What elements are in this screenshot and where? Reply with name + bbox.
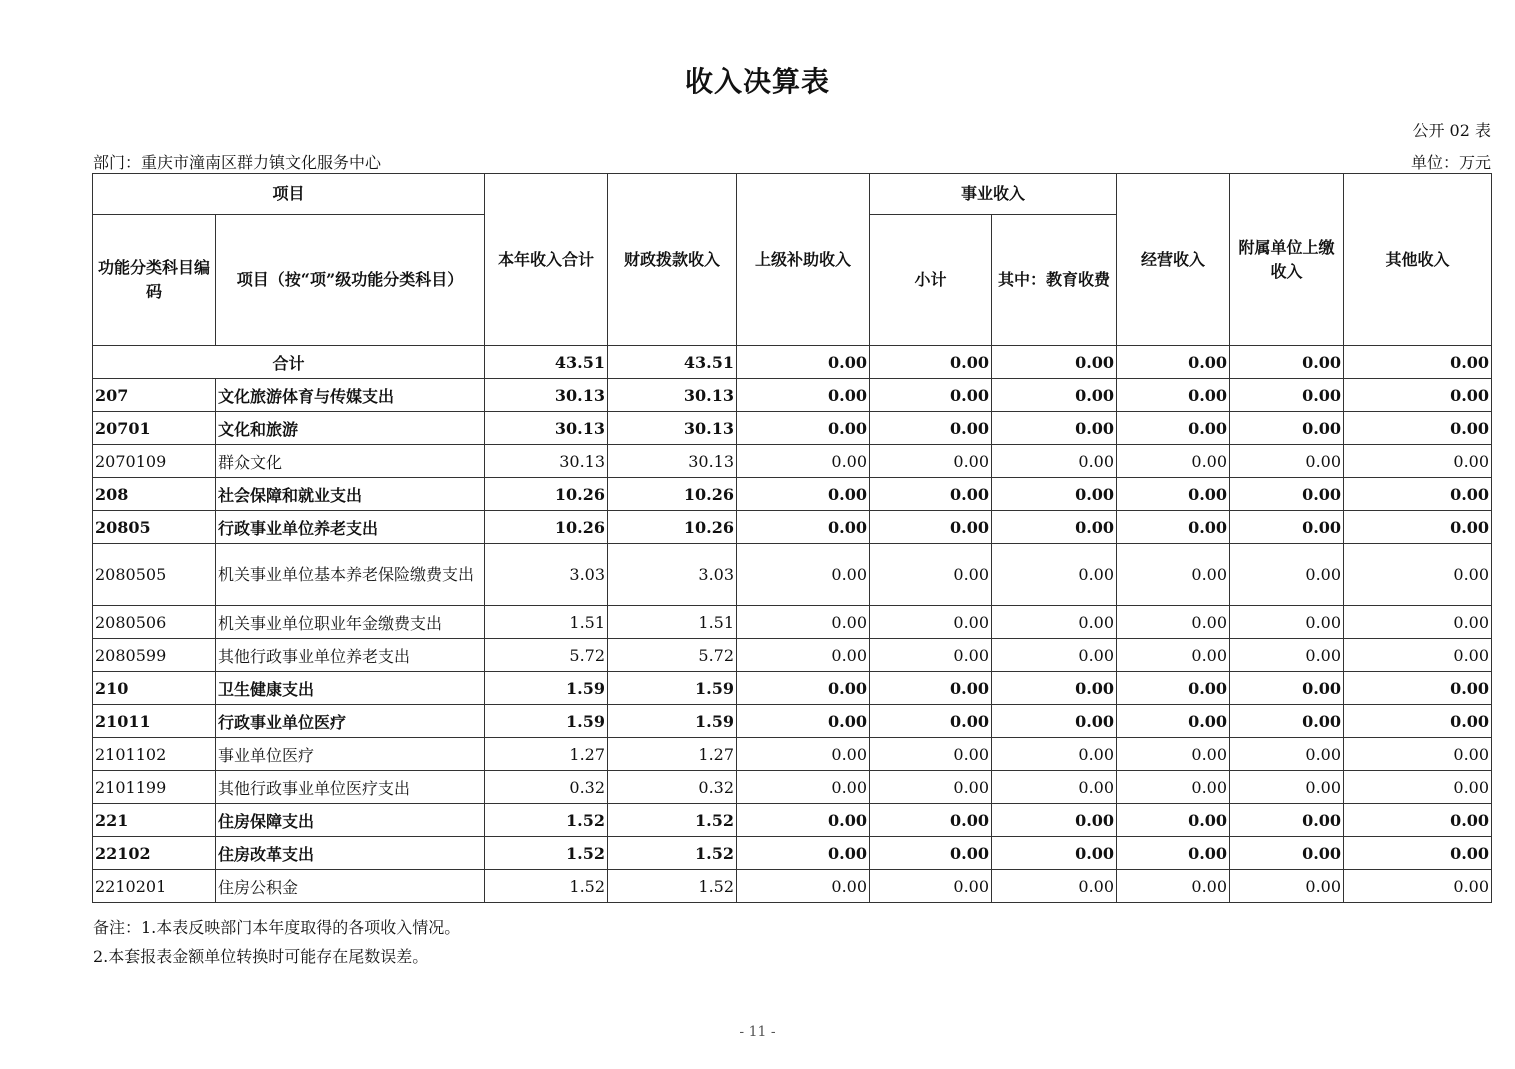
department-label: 部门：重庆市潼南区群力镇文化服务中心 [93,153,382,172]
row-value: 3.03 [608,544,737,606]
row-value: 0.00 [870,412,992,445]
row-value: 0.00 [870,511,992,544]
row-value: 10.26 [608,478,737,511]
row-value: 0.00 [1344,738,1492,771]
row-value: 0.00 [1117,478,1230,511]
row-value: 0.00 [1230,412,1344,445]
row-value: 0.00 [870,705,992,738]
row-value: 0.00 [870,672,992,705]
row-value: 0.00 [1344,379,1492,412]
row-code: 20701 [93,412,216,445]
row-value: 0.00 [1117,511,1230,544]
row-value: 0.00 [737,639,870,672]
row-code: 22102 [93,837,216,870]
row-value: 0.00 [1230,705,1344,738]
row-name: 机关事业单位职业年金缴费支出 [216,606,485,639]
header-education: 其中：教育收费 [992,215,1117,346]
row-value: 0.00 [737,738,870,771]
row-value: 0.00 [1117,606,1230,639]
row-value: 0.00 [992,412,1117,445]
header-func-code: 功能分类科目编码 [93,215,216,346]
row-name: 住房保障支出 [216,804,485,837]
row-value: 1.27 [608,738,737,771]
row-value: 0.00 [1230,870,1344,903]
row-value: 1.51 [608,606,737,639]
row-value: 0.00 [737,606,870,639]
row-value: 1.59 [485,705,608,738]
row-code: 207 [93,379,216,412]
total-value: 0.00 [992,346,1117,379]
row-code: 2101102 [93,738,216,771]
row-value: 10.26 [485,511,608,544]
row-name: 住房公积金 [216,870,485,903]
row-value: 0.00 [737,771,870,804]
row-value: 0.00 [1230,445,1344,478]
table-row [93,771,1492,804]
row-value: 0.00 [992,672,1117,705]
row-value: 0.00 [992,738,1117,771]
row-value: 0.00 [992,837,1117,870]
row-value: 0.00 [870,639,992,672]
row-value: 0.00 [1117,705,1230,738]
row-value: 0.00 [1344,672,1492,705]
unit-label: 单位：万元 [1410,153,1491,172]
table-row [93,804,1492,837]
row-value: 0.00 [1117,672,1230,705]
row-value: 0.00 [870,379,992,412]
row-value: 0.00 [1344,837,1492,870]
row-value: 0.00 [870,445,992,478]
header-superior: 上级补助收入 [737,174,870,346]
row-code: 2080599 [93,639,216,672]
row-value: 1.59 [608,672,737,705]
header-affiliate: 附属单位上缴收入 [1230,174,1344,346]
row-value: 0.00 [992,606,1117,639]
row-value: 0.00 [992,379,1117,412]
row-value: 1.52 [485,870,608,903]
row-value: 1.51 [485,606,608,639]
row-value: 1.59 [608,705,737,738]
table-row [93,379,1492,412]
row-value: 3.03 [485,544,608,606]
row-value: 5.72 [608,639,737,672]
row-code: 2080506 [93,606,216,639]
row-value: 0.00 [992,478,1117,511]
row-value: 0.00 [737,544,870,606]
row-value: 0.00 [1117,379,1230,412]
header-business-group: 事业收入 [870,174,1117,215]
row-value: 1.52 [608,804,737,837]
table-body [93,346,1492,903]
row-value: 0.00 [1230,544,1344,606]
table-row [93,445,1492,478]
header-other: 其他收入 [1344,174,1492,346]
row-value: 0.00 [870,870,992,903]
row-value: 0.00 [870,478,992,511]
page-number: - 11 - [739,1024,776,1040]
row-value: 1.52 [608,837,737,870]
row-value: 0.00 [1230,771,1344,804]
row-value: 0.32 [608,771,737,804]
row-name: 住房改革支出 [216,837,485,870]
row-value: 0.00 [992,771,1117,804]
table-row [93,837,1492,870]
row-name: 事业单位医疗 [216,738,485,771]
row-value: 0.00 [992,705,1117,738]
row-name: 机关事业单位基本养老保险缴费支出 [216,544,485,606]
row-name: 卫生健康支出 [216,672,485,705]
header-project: 项目 [93,174,485,215]
row-value: 0.00 [1230,804,1344,837]
row-value: 0.00 [1344,478,1492,511]
table-row [93,511,1492,544]
income-table [92,173,1492,903]
row-value: 5.72 [485,639,608,672]
row-value: 0.00 [737,511,870,544]
row-value: 0.00 [1117,837,1230,870]
row-value: 30.13 [608,445,737,478]
row-value: 0.00 [1117,804,1230,837]
row-code: 20805 [93,511,216,544]
row-value: 0.00 [1230,478,1344,511]
row-value: 0.32 [485,771,608,804]
row-value: 0.00 [1344,771,1492,804]
table-row [93,738,1492,771]
row-value: 30.13 [485,379,608,412]
table-row [93,870,1492,903]
table-row [93,544,1492,606]
row-value: 0.00 [992,804,1117,837]
row-value: 0.00 [737,870,870,903]
row-code: 210 [93,672,216,705]
row-value: 0.00 [737,837,870,870]
notes [93,913,460,971]
row-value: 30.13 [485,412,608,445]
row-value: 0.00 [1230,606,1344,639]
row-value: 0.00 [870,544,992,606]
row-value: 30.13 [608,412,737,445]
row-value: 0.00 [1344,639,1492,672]
note-line: 备注：1.本表反映部门本年度取得的各项收入情况。 [93,918,461,937]
row-value: 0.00 [1230,511,1344,544]
row-value: 0.00 [992,639,1117,672]
row-value: 0.00 [870,738,992,771]
row-value: 0.00 [870,804,992,837]
row-code: 21011 [93,705,216,738]
row-value: 0.00 [1344,445,1492,478]
row-value: 0.00 [1344,870,1492,903]
row-value: 30.13 [608,379,737,412]
row-value: 1.52 [485,804,608,837]
row-value: 0.00 [1344,511,1492,544]
row-value: 10.26 [485,478,608,511]
note-line: 2.本套报表金额单位转换时可能存在尾数误差。 [93,947,429,966]
row-code: 2080505 [93,544,216,606]
form-number: 公开 02 表 [1412,121,1491,140]
row-value: 0.00 [1230,379,1344,412]
table-row [93,705,1492,738]
row-value: 0.00 [1117,544,1230,606]
header-project-name: 项目（按“项”级功能分类科目） [216,215,485,346]
table-row [93,606,1492,639]
row-value: 0.00 [1344,804,1492,837]
table-header [93,174,1492,346]
row-value: 0.00 [870,771,992,804]
header-fiscal: 财政拨款收入 [608,174,737,346]
total-value: 0.00 [737,346,870,379]
row-value: 0.00 [992,870,1117,903]
row-value: 0.00 [1230,672,1344,705]
row-code: 2101199 [93,771,216,804]
row-name: 其他行政事业单位医疗支出 [216,771,485,804]
row-value: 0.00 [870,606,992,639]
header-subtotal: 小计 [870,215,992,346]
row-name: 文化旅游体育与传媒支出 [216,379,485,412]
table-row [93,412,1492,445]
total-label: 合计 [93,346,485,379]
total-value: 43.51 [608,346,737,379]
row-value: 0.00 [1117,639,1230,672]
row-code: 208 [93,478,216,511]
row-value: 0.00 [1117,412,1230,445]
row-name: 群众文化 [216,445,485,478]
page-title: 收入决算表 [684,65,830,98]
total-value: 0.00 [1230,346,1344,379]
total-value: 0.00 [1344,346,1492,379]
row-name: 文化和旅游 [216,412,485,445]
row-value: 1.52 [485,837,608,870]
row-name: 行政事业单位医疗 [216,705,485,738]
row-name: 其他行政事业单位养老支出 [216,639,485,672]
row-value: 0.00 [737,478,870,511]
row-value: 10.26 [608,511,737,544]
row-value: 0.00 [992,445,1117,478]
total-value: 0.00 [1117,346,1230,379]
row-value: 0.00 [1117,870,1230,903]
row-name: 社会保障和就业支出 [216,478,485,511]
header-total-income: 本年收入合计 [485,174,608,346]
table-row [93,639,1492,672]
row-value: 0.00 [1117,445,1230,478]
row-value: 0.00 [1117,771,1230,804]
row-value: 0.00 [992,511,1117,544]
row-value: 0.00 [1344,705,1492,738]
row-value: 0.00 [1344,544,1492,606]
row-value: 30.13 [485,445,608,478]
total-value: 0.00 [870,346,992,379]
row-value: 0.00 [992,544,1117,606]
row-value: 0.00 [737,412,870,445]
row-name: 行政事业单位养老支出 [216,511,485,544]
row-value: 1.52 [608,870,737,903]
header-operating: 经营收入 [1117,174,1230,346]
total-value: 43.51 [485,346,608,379]
table-row [93,672,1492,705]
row-code: 2070109 [93,445,216,478]
row-code: 2210201 [93,870,216,903]
row-code: 221 [93,804,216,837]
row-value: 0.00 [737,672,870,705]
row-value: 0.00 [737,445,870,478]
row-value: 0.00 [737,379,870,412]
row-value: 0.00 [1230,639,1344,672]
row-value: 1.59 [485,672,608,705]
table-row [93,478,1492,511]
row-value: 0.00 [1117,738,1230,771]
row-value: 0.00 [1230,837,1344,870]
total-row [93,346,1492,379]
row-value: 0.00 [870,837,992,870]
row-value: 0.00 [737,705,870,738]
row-value: 1.27 [485,738,608,771]
row-value: 0.00 [1230,738,1344,771]
row-value: 0.00 [737,804,870,837]
row-value: 0.00 [1344,412,1492,445]
row-value: 0.00 [1344,606,1492,639]
